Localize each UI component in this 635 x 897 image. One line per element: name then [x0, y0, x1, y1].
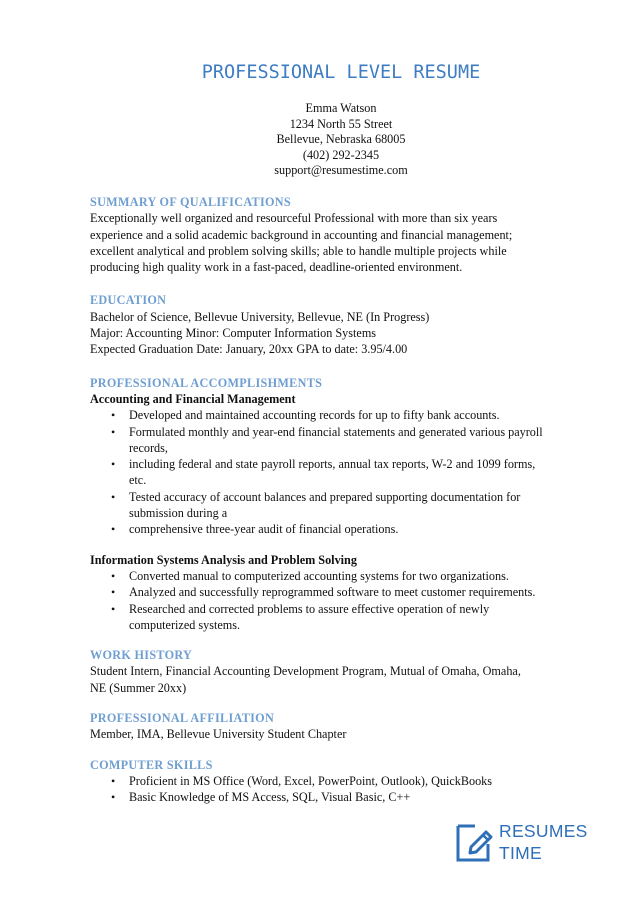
- summary-line: experience and a solid academic background in accounting and financial management;: [90, 227, 513, 242]
- accounting-bullet-list: [90, 407, 610, 537]
- logo-line: RESUMES: [499, 821, 588, 841]
- work-line: Student Intern, Financial Accounting Development Program, Mutual of Omaha, Omaha,: [90, 664, 521, 679]
- bullet-icon: •: [111, 522, 116, 537]
- skills-heading: COMPUTER SKILLS: [90, 757, 213, 772]
- list-item-line: Formulated monthly and year-end financial statements and generated various payroll: [129, 424, 543, 439]
- logo-line: TIME: [499, 843, 543, 863]
- education-line: Major: Accounting Minor: Computer Information Systems: [90, 326, 377, 341]
- bullet-icon: •: [111, 489, 116, 504]
- list-item-line: including federal and state payroll reports, annual tax reports, W-2 and 1099 forms,: [129, 457, 536, 472]
- edit-document-icon: [455, 820, 493, 862]
- resume-content: [90, 194, 610, 806]
- education-line: Expected Graduation Date: January, 20xx GPA to date: 3.95/4.00: [90, 342, 408, 357]
- resumes-time-logo: [455, 818, 605, 866]
- affiliation-heading: PROFESSIONAL AFFILIATION: [90, 711, 275, 726]
- contact-street: 1234 North 55 Street: [289, 116, 393, 131]
- bullet-icon: •: [111, 457, 116, 472]
- skills-bullet-list: [90, 773, 610, 806]
- bullet-icon: •: [111, 773, 116, 788]
- summary-line: excellent analytical and problem solving skills; able to handle multiple projects while: [90, 243, 507, 258]
- list-item-line: Analyzed and successfully reprogrammed software to meet customer requirements.: [129, 585, 536, 600]
- list-item-line: Proficient in MS Office (Word, Excel, PowerPoint, Outlook), QuickBooks: [129, 773, 493, 788]
- affiliation-line: Member, IMA, Bellevue University Student Chapter: [90, 727, 347, 742]
- list-item: [90, 773, 610, 789]
- summary-heading: SUMMARY OF QUALIFICATIONS: [90, 195, 291, 209]
- bullet-icon: •: [111, 790, 116, 805]
- list-item-line: Basic Knowledge of MS Access, SQL, Visual Basic, C++: [129, 790, 411, 805]
- bullet-icon: •: [111, 568, 116, 583]
- contact-block: [0, 101, 635, 179]
- list-item: [90, 568, 610, 584]
- list-item: [90, 489, 610, 522]
- list-item-line: submission during a: [129, 506, 228, 521]
- list-item-line: records,: [129, 440, 168, 455]
- page-title: PROFESSIONAL LEVEL RESUME: [201, 62, 481, 83]
- list-item: [90, 407, 610, 423]
- accomplishments-group-title: Information Systems Analysis and Problem Solving: [90, 552, 357, 567]
- list-item-line: Tested accuracy of account balances and prepared supporting documentation for: [129, 489, 521, 504]
- education-heading: EDUCATION: [90, 293, 167, 308]
- list-item-line: computerized systems.: [129, 617, 241, 632]
- contact-name: Emma Watson: [305, 101, 377, 115]
- list-item: [90, 789, 610, 805]
- contact-phone: (402) 292-2345: [302, 147, 380, 162]
- list-item-line: etc.: [129, 473, 147, 488]
- systems-bullet-list: [90, 568, 610, 633]
- contact-email: support@resumestime.com: [274, 163, 408, 177]
- bullet-icon: •: [111, 424, 116, 439]
- bullet-icon: •: [111, 601, 116, 616]
- list-item: [90, 584, 610, 600]
- summary-line: producing high quality work in a fast-paced, deadline-oriented environment.: [90, 260, 463, 275]
- accomplishments-heading: PROFESSIONAL ACCOMPLISHMENTS: [90, 375, 323, 390]
- list-item-line: Researched and corrected problems to assure effective operation of newly: [129, 601, 490, 616]
- bullet-icon: •: [111, 585, 116, 600]
- list-item-line: Converted manual to computerized accounting systems for two organizations.: [129, 568, 509, 583]
- work-line: NE (Summer 20xx): [90, 680, 187, 695]
- list-item: [90, 456, 610, 489]
- list-item: [90, 521, 610, 537]
- bullet-icon: •: [111, 408, 116, 423]
- contact-city: Bellevue, Nebraska 68005: [276, 132, 406, 146]
- list-item: [90, 601, 610, 634]
- work-heading: WORK HISTORY: [90, 648, 193, 663]
- list-item: [90, 424, 610, 457]
- logo-wordmark: [499, 820, 588, 864]
- list-item-line: Developed and maintained accounting records for up to fifty bank accounts.: [129, 408, 500, 423]
- summary-line: Exceptionally well organized and resourceful Professional with more than six years: [90, 211, 498, 226]
- list-item-line: comprehensive three-year audit of financial operations.: [129, 522, 399, 537]
- accomplishments-group-title: Accounting and Financial Management: [90, 391, 296, 406]
- education-line: Bachelor of Science, Bellevue University, Bellevue, NE (In Progress): [90, 309, 430, 324]
